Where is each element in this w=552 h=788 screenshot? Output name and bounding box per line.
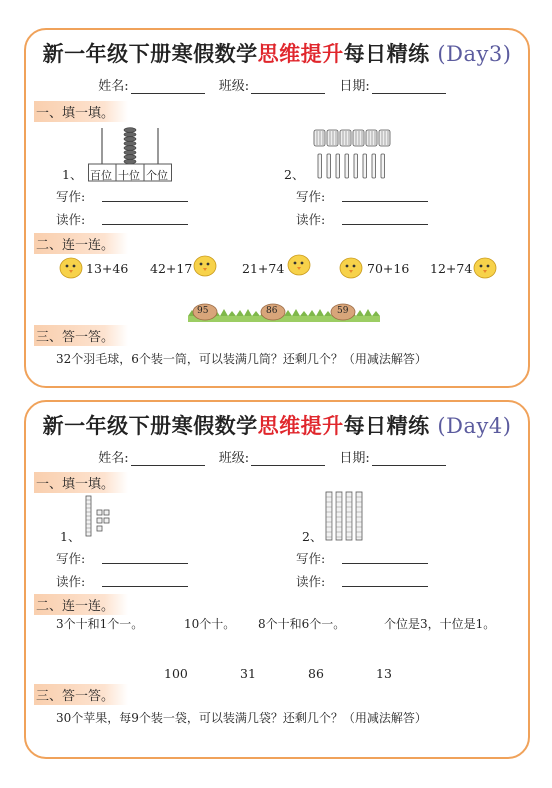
class-blank[interactable] xyxy=(251,453,325,466)
write-label-1: 写作: xyxy=(56,189,86,204)
name-label: 姓名: xyxy=(98,451,129,466)
item-2-number: 2、 xyxy=(284,167,305,182)
class-label: 班级: xyxy=(218,451,250,466)
read-label-1: 读作: xyxy=(56,574,86,589)
date-blank[interactable] xyxy=(372,453,446,466)
description-2[interactable]: 10个十。 xyxy=(184,617,236,631)
read-blank-2[interactable] xyxy=(342,224,428,225)
title-day: (Day4) xyxy=(437,414,512,438)
abacus-label-tens: 十位 xyxy=(118,169,140,182)
number-option-1[interactable]: 100 xyxy=(164,666,188,681)
title-day: (Day3) xyxy=(437,42,512,66)
title-suffix: 每日精练 xyxy=(343,413,430,438)
number-option-2[interactable]: 31 xyxy=(240,666,256,681)
pig-number-2[interactable]: 86 xyxy=(266,306,278,316)
description-1[interactable]: 3个十和1个一。 xyxy=(56,617,144,631)
number-option-4[interactable]: 13 xyxy=(376,666,392,681)
title-highlight: 思维提升 xyxy=(257,41,344,66)
write-label-1: 写作: xyxy=(56,551,86,566)
expression-2[interactable]: 42+17 xyxy=(150,261,193,276)
title-prefix: 新一年级下册寒假数学 xyxy=(42,41,258,66)
number-option-3[interactable]: 86 xyxy=(308,666,324,681)
title-prefix: 新一年级下册寒假数学 xyxy=(42,413,258,438)
worksheet-card-day4 xyxy=(24,400,530,759)
title-suffix: 每日精练 xyxy=(343,41,430,66)
section-answer: 三、答一答。 xyxy=(34,684,128,705)
expression-1[interactable]: 13+46 xyxy=(86,261,129,276)
item-2-number: 2、 xyxy=(302,529,323,544)
date-label: 日期: xyxy=(339,451,370,466)
worksheet-title xyxy=(26,410,528,440)
name-blank[interactable] xyxy=(131,81,205,94)
student-info-row xyxy=(26,75,528,94)
write-label-2: 写作: xyxy=(296,189,326,204)
description-4[interactable]: 个位是3，十位是1。 xyxy=(384,617,496,631)
name-blank[interactable] xyxy=(131,453,205,466)
item-1-number: 1、 xyxy=(60,529,81,544)
class-blank[interactable] xyxy=(251,81,325,94)
word-problem: 30个苹果，每9个装一袋，可以装满几袋？还剩几个？（用减法解答） xyxy=(56,711,427,725)
write-blank-1[interactable] xyxy=(102,201,188,202)
expression-4[interactable]: 70+16 xyxy=(367,261,410,276)
section-match: 二、连一连。 xyxy=(34,233,128,254)
chick-icon xyxy=(338,255,364,279)
title-highlight: 思维提升 xyxy=(257,413,344,438)
class-label: 班级: xyxy=(218,79,250,94)
write-blank-2[interactable] xyxy=(342,201,428,202)
read-blank-1[interactable] xyxy=(102,586,188,587)
section-fill-in: 一、填一填。 xyxy=(34,472,128,493)
section-fill-in: 一、填一填。 xyxy=(34,101,128,122)
abacus-label-ones: 个位 xyxy=(146,169,168,182)
read-label-1: 读作: xyxy=(56,212,86,227)
write-blank-2[interactable] xyxy=(342,563,428,564)
pig-number-3[interactable]: 59 xyxy=(337,306,349,316)
write-label-2: 写作: xyxy=(296,551,326,566)
worksheet-title xyxy=(26,38,528,68)
expression-5[interactable]: 12+74 xyxy=(430,261,473,276)
description-3[interactable]: 8个十和6个一。 xyxy=(258,617,346,631)
base-ten-rods-icon xyxy=(324,490,364,542)
chick-icon xyxy=(58,255,84,279)
section-answer: 三、答一答。 xyxy=(34,325,128,346)
pig-number-1[interactable]: 95 xyxy=(197,306,209,316)
read-label-2: 读作: xyxy=(296,212,326,227)
expression-3[interactable]: 21+74 xyxy=(242,261,285,276)
chick-icon xyxy=(472,255,498,279)
write-blank-1[interactable] xyxy=(102,563,188,564)
student-info-row xyxy=(26,447,528,466)
chick-icon xyxy=(192,253,218,277)
date-blank[interactable] xyxy=(372,81,446,94)
item-1-number: 1、 xyxy=(62,167,83,182)
word-problem: 32个羽毛球，6个装一筒，可以装满几筒？还剩几个？（用减法解答） xyxy=(56,352,427,366)
chick-icon xyxy=(286,252,312,276)
read-label-2: 读作: xyxy=(296,574,326,589)
abacus-label-hundreds: 百位 xyxy=(90,169,112,182)
worksheet-card-day3 xyxy=(24,28,530,388)
base-ten-blocks-icon xyxy=(84,494,116,538)
stick-bundles-icon xyxy=(312,128,392,180)
date-label: 日期: xyxy=(339,79,370,94)
read-blank-2[interactable] xyxy=(342,586,428,587)
read-blank-1[interactable] xyxy=(102,224,188,225)
section-match: 二、连一连。 xyxy=(34,594,128,615)
name-label: 姓名: xyxy=(98,79,129,94)
